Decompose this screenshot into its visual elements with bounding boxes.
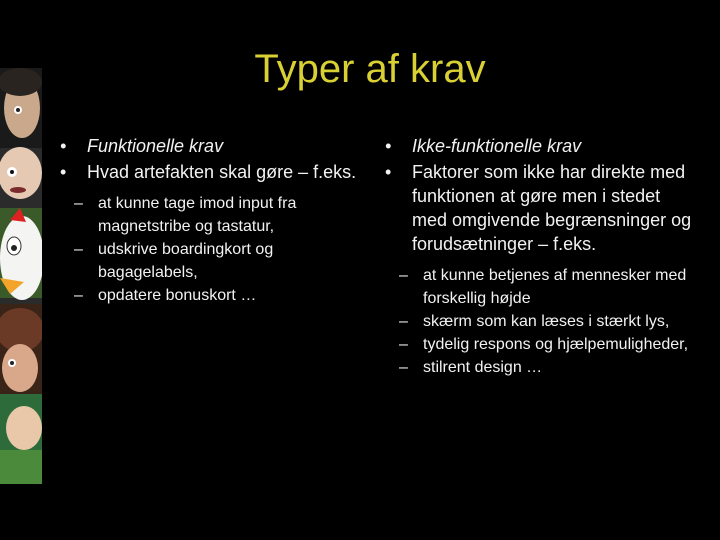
sub-list-item	[385, 356, 695, 379]
sub-item-text: at kunne betjenes af mennesker med forskellig højde	[423, 267, 687, 307]
sub-item-text: tydelig respons og hjælpemuligheder,	[423, 336, 689, 353]
sub-item-text: stilrent design …	[423, 359, 543, 376]
dash-marker: –	[399, 313, 408, 330]
left-column	[60, 134, 360, 307]
right-bullet-list	[385, 134, 695, 256]
left-sub-list	[60, 192, 360, 307]
sub-item-text: udskrive boardingkort og bagagelabels,	[98, 241, 274, 281]
left-bullet-list	[60, 134, 360, 184]
right-column	[385, 134, 695, 379]
bullet-marker: •	[60, 136, 67, 156]
sub-list-item	[60, 238, 360, 284]
sub-list-item	[60, 192, 360, 238]
dash-marker: –	[74, 195, 83, 212]
list-item-text: Ikke-funktionelle krav	[412, 136, 582, 156]
cartoon-characters-illustration	[0, 68, 42, 484]
sub-item-text: opdatere bonuskort …	[98, 287, 257, 304]
sub-list-item	[60, 284, 360, 307]
sub-list-item	[385, 333, 695, 356]
sub-list-item	[385, 310, 695, 333]
sub-list-item	[385, 264, 695, 310]
dash-marker: –	[74, 241, 83, 258]
list-item	[60, 134, 360, 158]
list-item-text: Faktorer som ikke har direkte med funktionen at gøre men i stedet med omgivende begrænsninger og forudsætninger – f.eks.	[412, 162, 692, 254]
right-sub-list	[385, 264, 695, 379]
dash-marker: –	[74, 287, 83, 304]
sub-item-text: skærm som kan læses i stærkt lys,	[423, 313, 670, 330]
cartoon-characters-image	[0, 68, 42, 484]
sub-item-text: at kunne tage imod input fra magnetstribe og tastatur,	[98, 195, 297, 235]
bullet-marker: •	[385, 162, 392, 182]
list-item-text: Hvad artefakten skal gøre – f.eks.	[87, 162, 357, 182]
list-item	[385, 160, 695, 256]
bullet-marker: •	[60, 162, 67, 182]
dash-marker: –	[399, 267, 408, 284]
list-item-text: Funktionelle krav	[87, 136, 224, 156]
dash-marker: –	[399, 336, 408, 353]
list-item	[60, 160, 360, 184]
bullet-marker: •	[385, 136, 392, 156]
list-item	[385, 134, 695, 158]
slide-title: Typer af krav	[254, 47, 486, 91]
dash-marker: –	[399, 359, 408, 376]
